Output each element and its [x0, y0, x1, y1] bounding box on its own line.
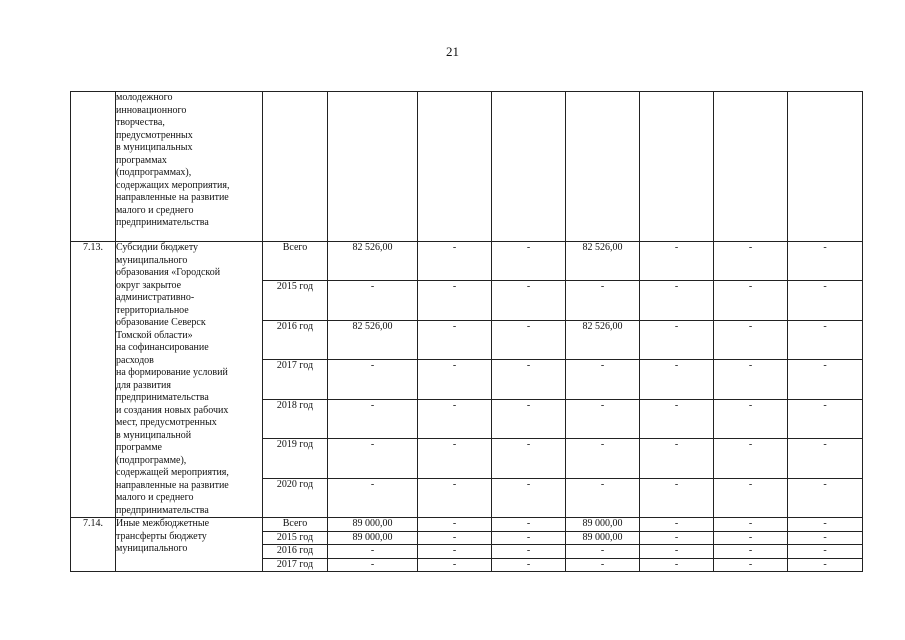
year-label: 2016 год — [263, 320, 328, 359]
value-cell: - — [492, 518, 566, 532]
empty-cell — [640, 92, 714, 242]
row-number: 7.13. — [71, 242, 116, 518]
value-cell: - — [788, 558, 863, 572]
value-cell: - — [566, 478, 640, 517]
value-cell: - — [788, 518, 863, 532]
value-cell: 82 526,00 — [566, 320, 640, 359]
value-cell: - — [714, 281, 788, 320]
value-cell: - — [492, 360, 566, 399]
value-cell: 89 000,00 — [328, 518, 418, 532]
empty-cell — [328, 92, 418, 242]
value-cell: - — [492, 558, 566, 572]
year-label: 2015 год — [263, 531, 328, 545]
value-cell: - — [328, 478, 418, 517]
row-description: молодежного инновационного творчества, предусмотренных в муниципальных программах (подпрограммах), содержащих мероприятия, направленные на развитие малого и среднего предпринимательства — [116, 92, 263, 242]
year-label: Всего — [263, 242, 328, 281]
empty-cell — [492, 92, 566, 242]
value-cell: - — [788, 545, 863, 559]
value-cell: - — [640, 518, 714, 532]
value-cell: - — [640, 320, 714, 359]
value-cell: - — [640, 439, 714, 478]
value-cell: - — [418, 439, 492, 478]
value-cell: - — [492, 281, 566, 320]
table-body — [71, 92, 863, 572]
value-cell: - — [640, 478, 714, 517]
value-cell: - — [640, 558, 714, 572]
value-cell: 89 000,00 — [566, 518, 640, 532]
year-label: 2017 год — [263, 558, 328, 572]
year-label: 2018 год — [263, 399, 328, 438]
value-cell: - — [328, 281, 418, 320]
value-cell: - — [418, 531, 492, 545]
value-cell: - — [788, 242, 863, 281]
value-cell: - — [492, 242, 566, 281]
row-description: Субсидии бюджету муниципального образования «Городской округ закрытое административно- территориальное образование Северск Томской области» на софинансирование расходов на формирование условий для развития предпринимательства и создания новых рабочих мест, предусмотренных в муниципальной программе (подпрограмме), содержащей мероприятия, направленные на развитие малого и среднего предпринимательства — [116, 242, 263, 518]
value-cell: - — [492, 531, 566, 545]
value-cell: - — [418, 281, 492, 320]
value-cell: - — [418, 399, 492, 438]
value-cell: - — [640, 531, 714, 545]
value-cell: - — [566, 439, 640, 478]
value-cell: - — [788, 320, 863, 359]
value-cell: - — [640, 242, 714, 281]
table-row — [71, 92, 863, 242]
empty-cell — [714, 92, 788, 242]
value-cell: - — [418, 558, 492, 572]
table-row — [71, 242, 863, 281]
value-cell: - — [418, 360, 492, 399]
value-cell: - — [328, 439, 418, 478]
value-cell: - — [328, 360, 418, 399]
year-label: 2017 год — [263, 360, 328, 399]
value-cell: - — [714, 558, 788, 572]
value-cell: - — [788, 360, 863, 399]
value-cell: - — [788, 439, 863, 478]
year-label: 2019 год — [263, 439, 328, 478]
value-cell: - — [566, 360, 640, 399]
value-cell: - — [640, 545, 714, 559]
value-cell: 82 526,00 — [328, 242, 418, 281]
value-cell: 89 000,00 — [328, 531, 418, 545]
year-label: Всего — [263, 518, 328, 532]
value-cell: - — [788, 531, 863, 545]
budget-table — [70, 91, 863, 572]
empty-cell — [263, 92, 328, 242]
value-cell: - — [418, 320, 492, 359]
value-cell: - — [714, 545, 788, 559]
value-cell: - — [788, 478, 863, 517]
value-cell: - — [714, 531, 788, 545]
value-cell: - — [714, 320, 788, 359]
value-cell: - — [328, 545, 418, 559]
value-cell: - — [492, 320, 566, 359]
value-cell: - — [640, 360, 714, 399]
value-cell: - — [714, 399, 788, 438]
value-cell: - — [566, 281, 640, 320]
value-cell: - — [566, 545, 640, 559]
value-cell: - — [492, 439, 566, 478]
value-cell: - — [492, 545, 566, 559]
value-cell: - — [566, 558, 640, 572]
value-cell: - — [492, 399, 566, 438]
year-label: 2016 год — [263, 545, 328, 559]
value-cell: - — [418, 478, 492, 517]
value-cell: - — [640, 399, 714, 438]
year-label: 2015 год — [263, 281, 328, 320]
value-cell: - — [328, 399, 418, 438]
value-cell: - — [714, 439, 788, 478]
row-number: 7.14. — [71, 518, 116, 572]
row-number-cell — [71, 92, 116, 242]
value-cell: - — [714, 518, 788, 532]
row-description: Иные межбюджетные трансферты бюджету муниципального — [116, 518, 263, 572]
table-row — [71, 518, 863, 532]
value-cell: - — [418, 242, 492, 281]
page-number: 21 — [446, 44, 459, 59]
empty-cell — [788, 92, 863, 242]
value-cell: 89 000,00 — [566, 531, 640, 545]
value-cell: 82 526,00 — [328, 320, 418, 359]
value-cell: - — [714, 242, 788, 281]
value-cell: - — [328, 558, 418, 572]
value-cell: - — [788, 399, 863, 438]
value-cell: - — [492, 478, 566, 517]
value-cell: - — [788, 281, 863, 320]
value-cell: - — [418, 545, 492, 559]
year-label: 2020 год — [263, 478, 328, 517]
value-cell: - — [714, 478, 788, 517]
value-cell: - — [566, 399, 640, 438]
value-cell: - — [714, 360, 788, 399]
empty-cell — [418, 92, 492, 242]
value-cell: - — [418, 518, 492, 532]
value-cell: - — [640, 281, 714, 320]
empty-cell — [566, 92, 640, 242]
value-cell: 82 526,00 — [566, 242, 640, 281]
